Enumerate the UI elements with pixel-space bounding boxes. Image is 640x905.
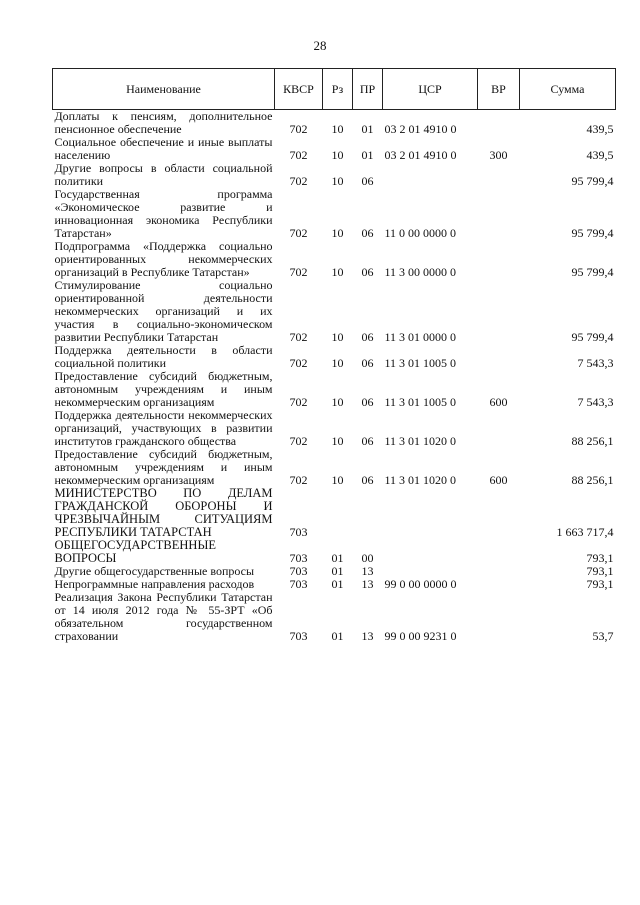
row-pr: 06 — [361, 174, 374, 188]
row-csr: 03 2 01 4910 0 — [384, 122, 457, 136]
row-csr: 99 0 00 0000 0 — [384, 577, 457, 591]
row-vr: 300 — [489, 148, 508, 162]
row-pr: 06 — [361, 265, 374, 279]
row-rz: 10 — [331, 148, 344, 162]
row-rz: 01 — [331, 564, 344, 578]
row-rz: 10 — [331, 265, 344, 279]
header-sum: Сумма — [520, 69, 616, 110]
table-row — [53, 344, 616, 370]
table-row — [53, 409, 616, 448]
row-kvsr: 702 — [289, 473, 308, 487]
header-pr: ПР — [353, 69, 383, 110]
row-name: Поддержка деятельности в области социальной политики — [54, 343, 273, 370]
table-row — [53, 487, 616, 539]
row-csr: 03 2 01 4910 0 — [384, 148, 457, 162]
row-kvsr: 703 — [289, 525, 308, 539]
row-pr: 06 — [361, 434, 374, 448]
row-csr — [383, 539, 478, 565]
row-csr — [383, 162, 478, 188]
table-body — [53, 110, 616, 644]
row-csr — [383, 487, 478, 539]
row-vr — [478, 110, 520, 137]
row-kvsr: 702 — [289, 356, 308, 370]
row-vr — [478, 279, 520, 344]
table-row — [53, 279, 616, 344]
row-kvsr: 703 — [289, 629, 308, 643]
row-vr — [478, 578, 520, 591]
row-name: Реализация Закона Республики Татарстан от 14 июля 2012 года № 55-ЗРТ «Об обязательном государственном страховании — [54, 590, 273, 643]
row-csr: 99 0 00 9231 0 — [384, 629, 457, 643]
row-csr: 11 3 01 0000 0 — [384, 330, 457, 344]
table-row — [53, 448, 616, 487]
row-sum: 7 543,3 — [577, 356, 614, 370]
row-pr: 06 — [361, 356, 374, 370]
row-sum: 95 799,4 — [571, 226, 614, 240]
row-kvsr: 702 — [289, 330, 308, 344]
row-name: Стимулирование социально ориентированной деятельности некоммерческих организаций и их участия в социально-экономическом развитии Республики Татарстан — [54, 278, 273, 344]
row-name: Поддержка деятельности некоммерческих организаций, участвующих в развитии институтов гражданского общества — [54, 408, 273, 448]
row-rz: 10 — [331, 473, 344, 487]
row-pr: 01 — [361, 148, 374, 162]
row-sum: 793,1 — [586, 551, 614, 565]
row-name: Доплаты к пенсиям, дополнительное пенсионное обеспечение — [54, 109, 273, 136]
row-rz: 10 — [331, 395, 344, 409]
header-vr: ВР — [478, 69, 520, 110]
row-sum: 88 256,1 — [571, 473, 614, 487]
budget-table — [52, 68, 616, 643]
row-sum: 793,1 — [586, 577, 614, 591]
row-vr — [478, 487, 520, 539]
row-kvsr: 702 — [289, 434, 308, 448]
row-csr: 11 3 01 1020 0 — [384, 434, 457, 448]
row-vr — [478, 344, 520, 370]
row-pr: 06 — [361, 473, 374, 487]
row-vr — [478, 539, 520, 565]
row-kvsr: 702 — [289, 265, 308, 279]
row-vr — [478, 240, 520, 279]
row-kvsr: 703 — [289, 551, 308, 565]
row-sum: 88 256,1 — [571, 434, 614, 448]
row-pr: 13 — [361, 629, 374, 643]
row-vr: 600 — [489, 395, 508, 409]
row-csr: 11 3 00 0000 0 — [384, 265, 457, 279]
table-header-row — [53, 69, 616, 110]
row-sum: 439,5 — [586, 148, 614, 162]
row-kvsr: 702 — [289, 148, 308, 162]
row-pr — [353, 487, 383, 539]
row-kvsr: 702 — [289, 174, 308, 188]
row-name: Подпрограмма «Поддержка социально ориентированных некоммерческих организаций в Республике Татарстан» — [54, 239, 273, 279]
row-sum: 53,7 — [592, 629, 614, 643]
row-vr — [478, 591, 520, 643]
table-row — [53, 591, 616, 643]
row-sum: 95 799,4 — [571, 265, 614, 279]
header-rz: Рз — [323, 69, 353, 110]
row-kvsr: 703 — [289, 564, 308, 578]
row-rz: 01 — [331, 577, 344, 591]
row-name: Государственная программа «Экономическое развитие и инновационная экономика Республики Татарстан» — [54, 187, 273, 240]
row-pr: 13 — [361, 564, 374, 578]
table-row — [53, 370, 616, 409]
table-row — [53, 188, 616, 240]
row-pr: 06 — [361, 395, 374, 409]
table-row — [53, 136, 616, 162]
row-sum: 439,5 — [586, 122, 614, 136]
row-vr: 600 — [489, 473, 508, 487]
row-name: Непрограммные направления расходов — [54, 577, 255, 591]
row-rz: 01 — [331, 629, 344, 643]
row-rz: 10 — [331, 330, 344, 344]
row-sum: 95 799,4 — [571, 174, 614, 188]
row-vr — [478, 565, 520, 578]
page-number: 28 — [313, 38, 327, 53]
row-rz — [323, 487, 353, 539]
table-row — [53, 110, 616, 137]
row-kvsr: 702 — [289, 395, 308, 409]
row-kvsr: 702 — [289, 226, 308, 240]
row-rz: 10 — [331, 226, 344, 240]
row-vr — [478, 188, 520, 240]
header-csr: ЦСР — [383, 69, 478, 110]
row-kvsr: 703 — [289, 577, 308, 591]
header-name: Наименование — [53, 69, 275, 110]
row-pr: 13 — [361, 577, 374, 591]
row-name: Социальное обеспечение и иные выплаты населению — [54, 135, 273, 162]
row-name: Другие общегосударственные вопросы — [54, 564, 255, 578]
row-rz: 10 — [331, 122, 344, 136]
table-row — [53, 539, 616, 565]
row-sum: 7 543,3 — [577, 395, 614, 409]
row-csr: 11 3 01 1020 0 — [384, 473, 457, 487]
row-sum: 793,1 — [586, 564, 614, 578]
row-pr: 06 — [361, 226, 374, 240]
header-kvsr: КВСР — [275, 69, 323, 110]
row-name: Другие вопросы в области социальной политики — [54, 161, 273, 188]
row-rz: 10 — [331, 356, 344, 370]
row-rz: 01 — [331, 551, 344, 565]
row-rz: 10 — [331, 174, 344, 188]
row-sum: 1 663 717,4 — [556, 525, 614, 539]
row-name: Предоставление субсидий бюджетным, автономным учреждениям и иным некоммерческим организациям — [54, 369, 273, 409]
row-pr: 01 — [361, 122, 374, 136]
row-vr — [478, 409, 520, 448]
row-name: МИНИСТЕРСТВО ПО ДЕЛАМ ГРАЖДАНСКОЙ ОБОРОНЫ И ЧРЕЗВЫЧАЙНЫМ СИТУАЦИЯМ РЕСПУБЛИКИ ТАТАРСТАН — [54, 486, 273, 539]
row-name: ОБЩЕГОСУДАРСТВЕННЫЕ ВОПРОСЫ — [54, 538, 216, 565]
table-row — [53, 162, 616, 188]
row-kvsr: 702 — [289, 122, 308, 136]
row-vr — [478, 162, 520, 188]
row-csr: 11 3 01 1005 0 — [384, 356, 457, 370]
row-pr: 00 — [361, 551, 374, 565]
row-csr: 11 0 00 0000 0 — [384, 226, 457, 240]
table-row — [53, 240, 616, 279]
row-name: Предоставление субсидий бюджетным, автономным учреждениям и иным некоммерческим организациям — [54, 447, 273, 487]
row-sum: 95 799,4 — [571, 330, 614, 344]
row-pr: 06 — [361, 330, 374, 344]
row-csr: 11 3 01 1005 0 — [384, 395, 457, 409]
row-rz: 10 — [331, 434, 344, 448]
